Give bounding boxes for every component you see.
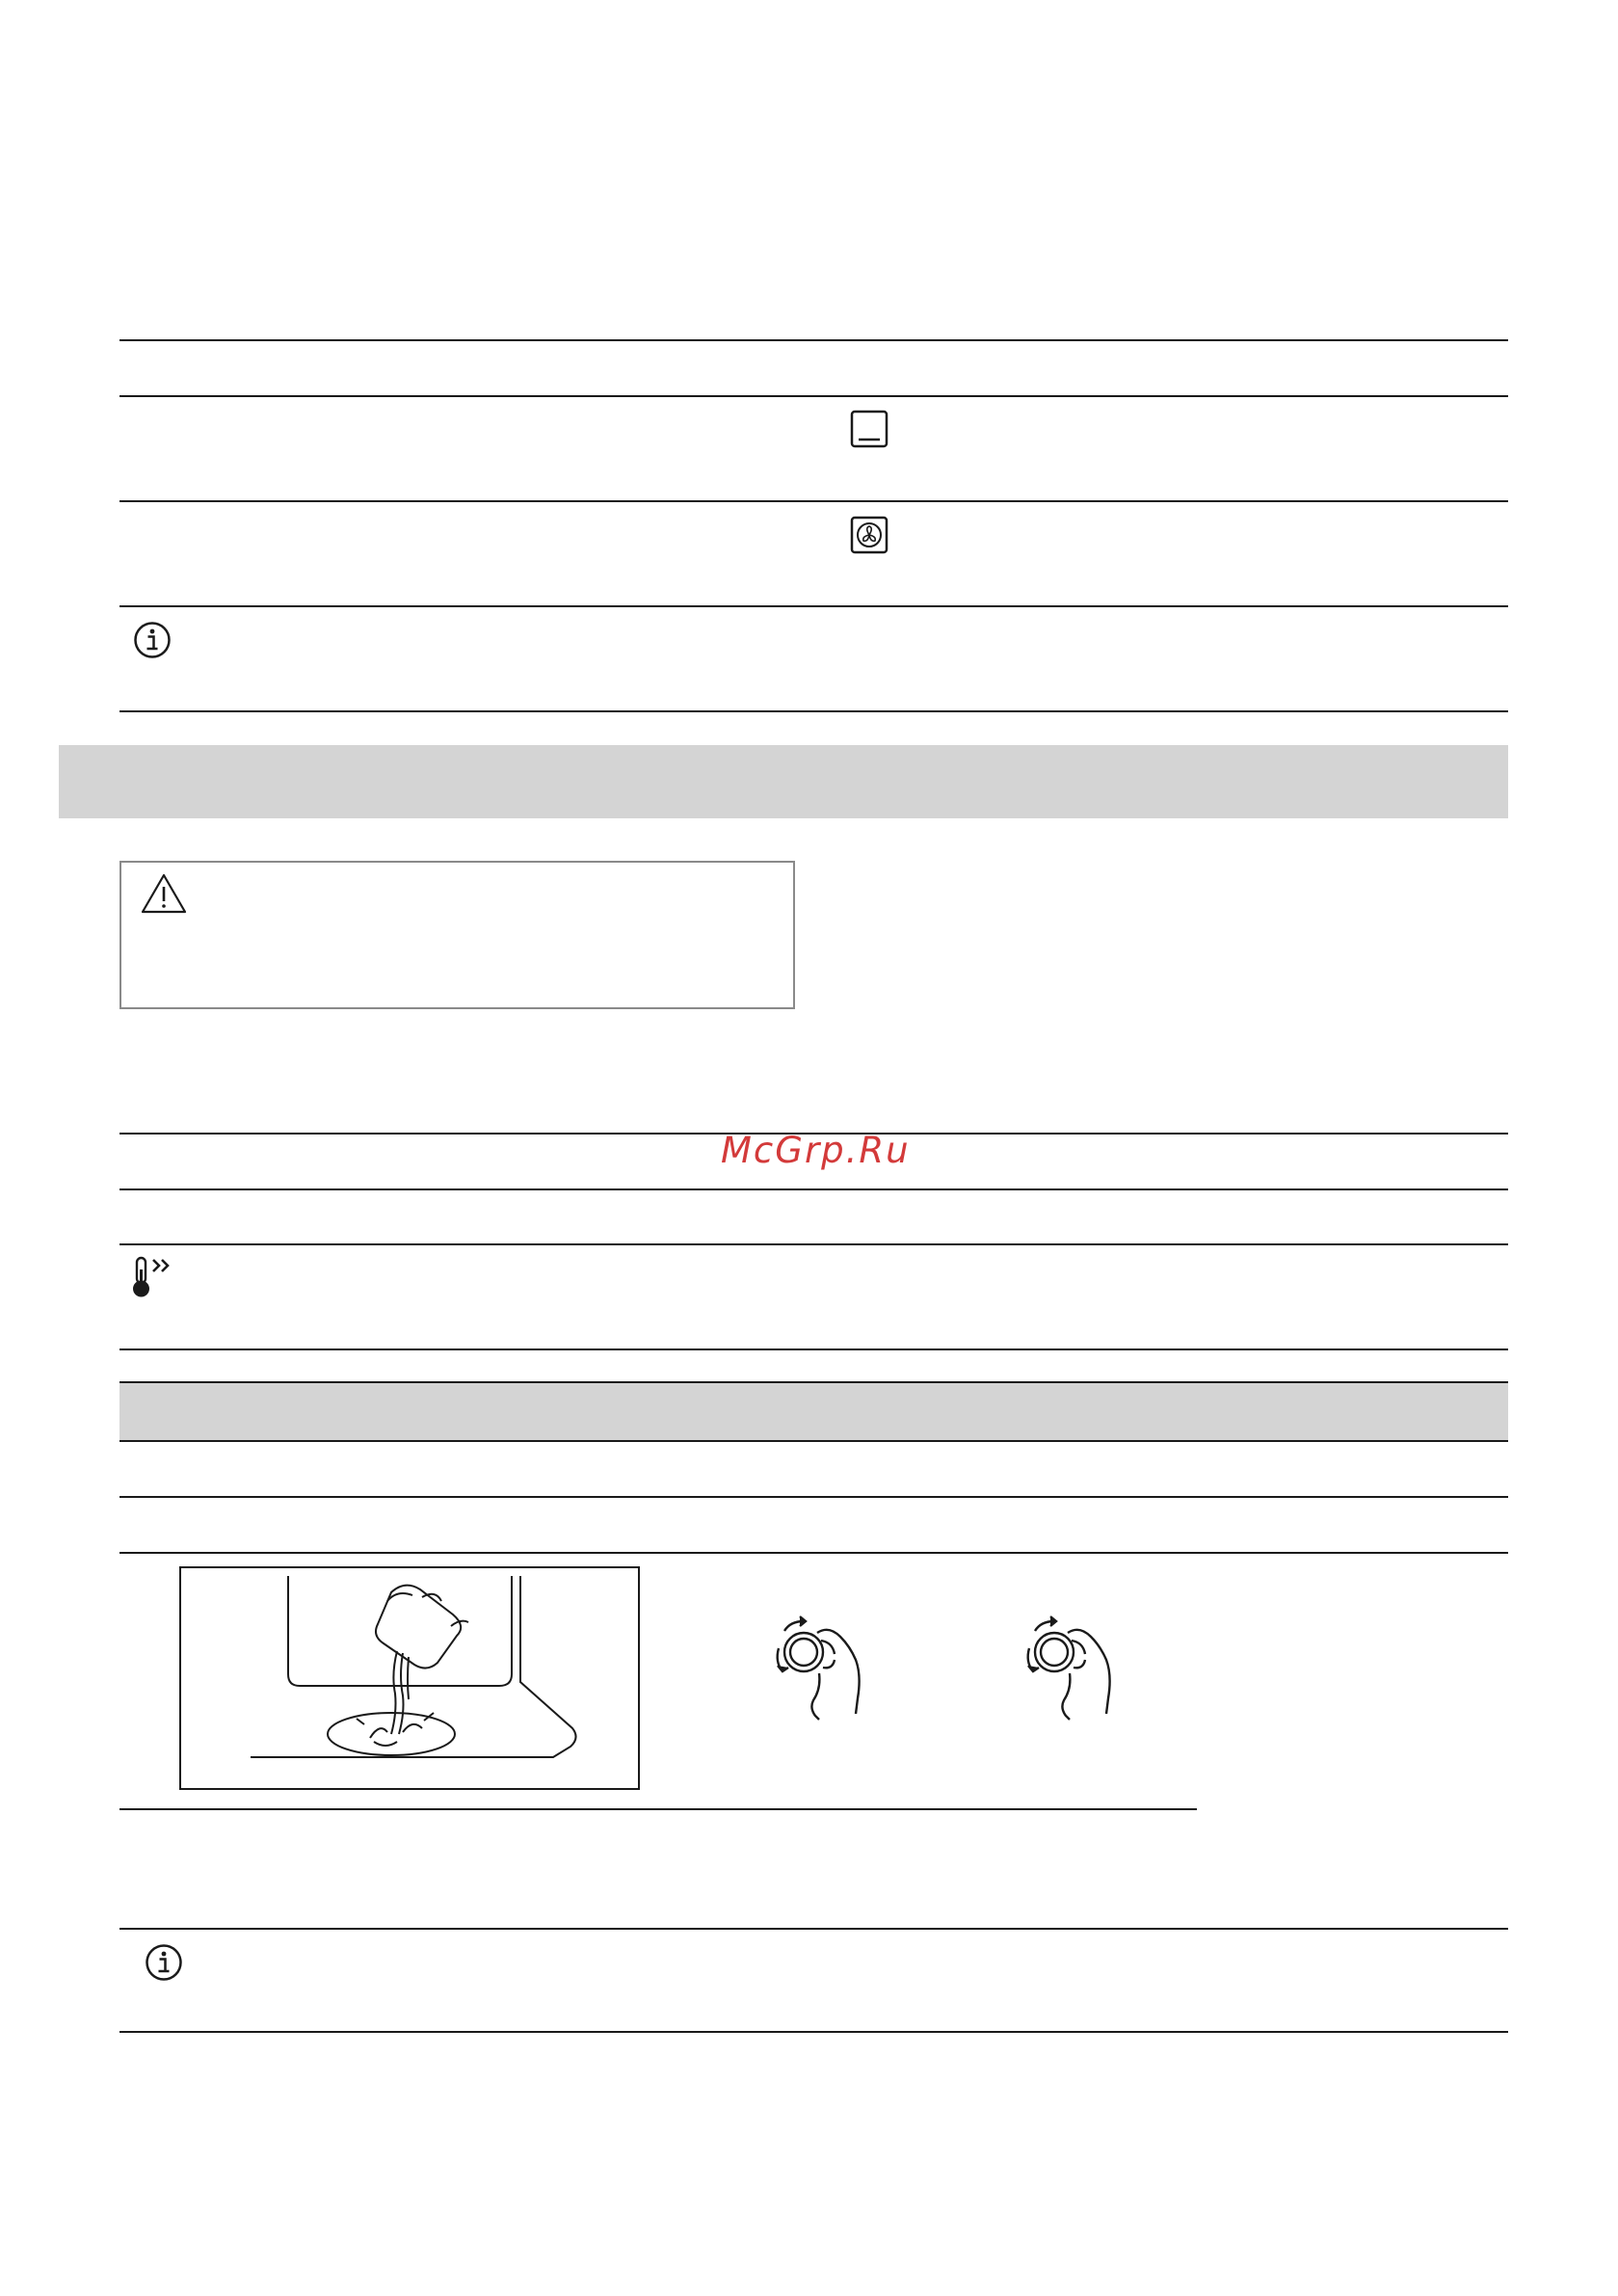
table-rule-bottom bbox=[119, 1348, 1508, 1350]
note-rule-top bbox=[119, 1928, 1508, 1930]
note-rule-bottom bbox=[119, 2031, 1508, 2033]
section-header-band bbox=[59, 745, 1508, 818]
info-icon bbox=[145, 1943, 183, 1982]
table-rule bbox=[119, 500, 1508, 502]
table-rule bbox=[119, 395, 1508, 397]
table-rule bbox=[119, 1381, 1508, 1383]
table-rule-bottom bbox=[119, 710, 1508, 712]
oven-light-icon bbox=[850, 410, 889, 448]
table-rule bbox=[119, 605, 1508, 607]
rotate-knob-hand-icon bbox=[761, 1612, 869, 1737]
warning-box bbox=[119, 861, 795, 1009]
table-header-band bbox=[119, 1382, 1508, 1440]
table-rule-top bbox=[119, 339, 1508, 341]
fan-heating-icon bbox=[850, 516, 889, 554]
table-rule bbox=[119, 1496, 1508, 1498]
pour-water-into-cavity-illustration bbox=[181, 1568, 638, 1788]
table-rule bbox=[119, 1440, 1508, 1442]
table-rule bbox=[119, 1552, 1508, 1554]
warning-triangle-icon bbox=[140, 872, 188, 915]
table-rule bbox=[119, 1243, 1508, 1245]
table-rule bbox=[119, 1188, 1508, 1190]
watermark: McGrp.Ru bbox=[721, 1130, 911, 1171]
rotate-knob-hand-icon bbox=[1012, 1612, 1120, 1737]
info-icon bbox=[133, 621, 172, 659]
fast-heat-thermometer-icon bbox=[131, 1256, 179, 1300]
figure-rule bbox=[119, 1808, 1197, 1810]
